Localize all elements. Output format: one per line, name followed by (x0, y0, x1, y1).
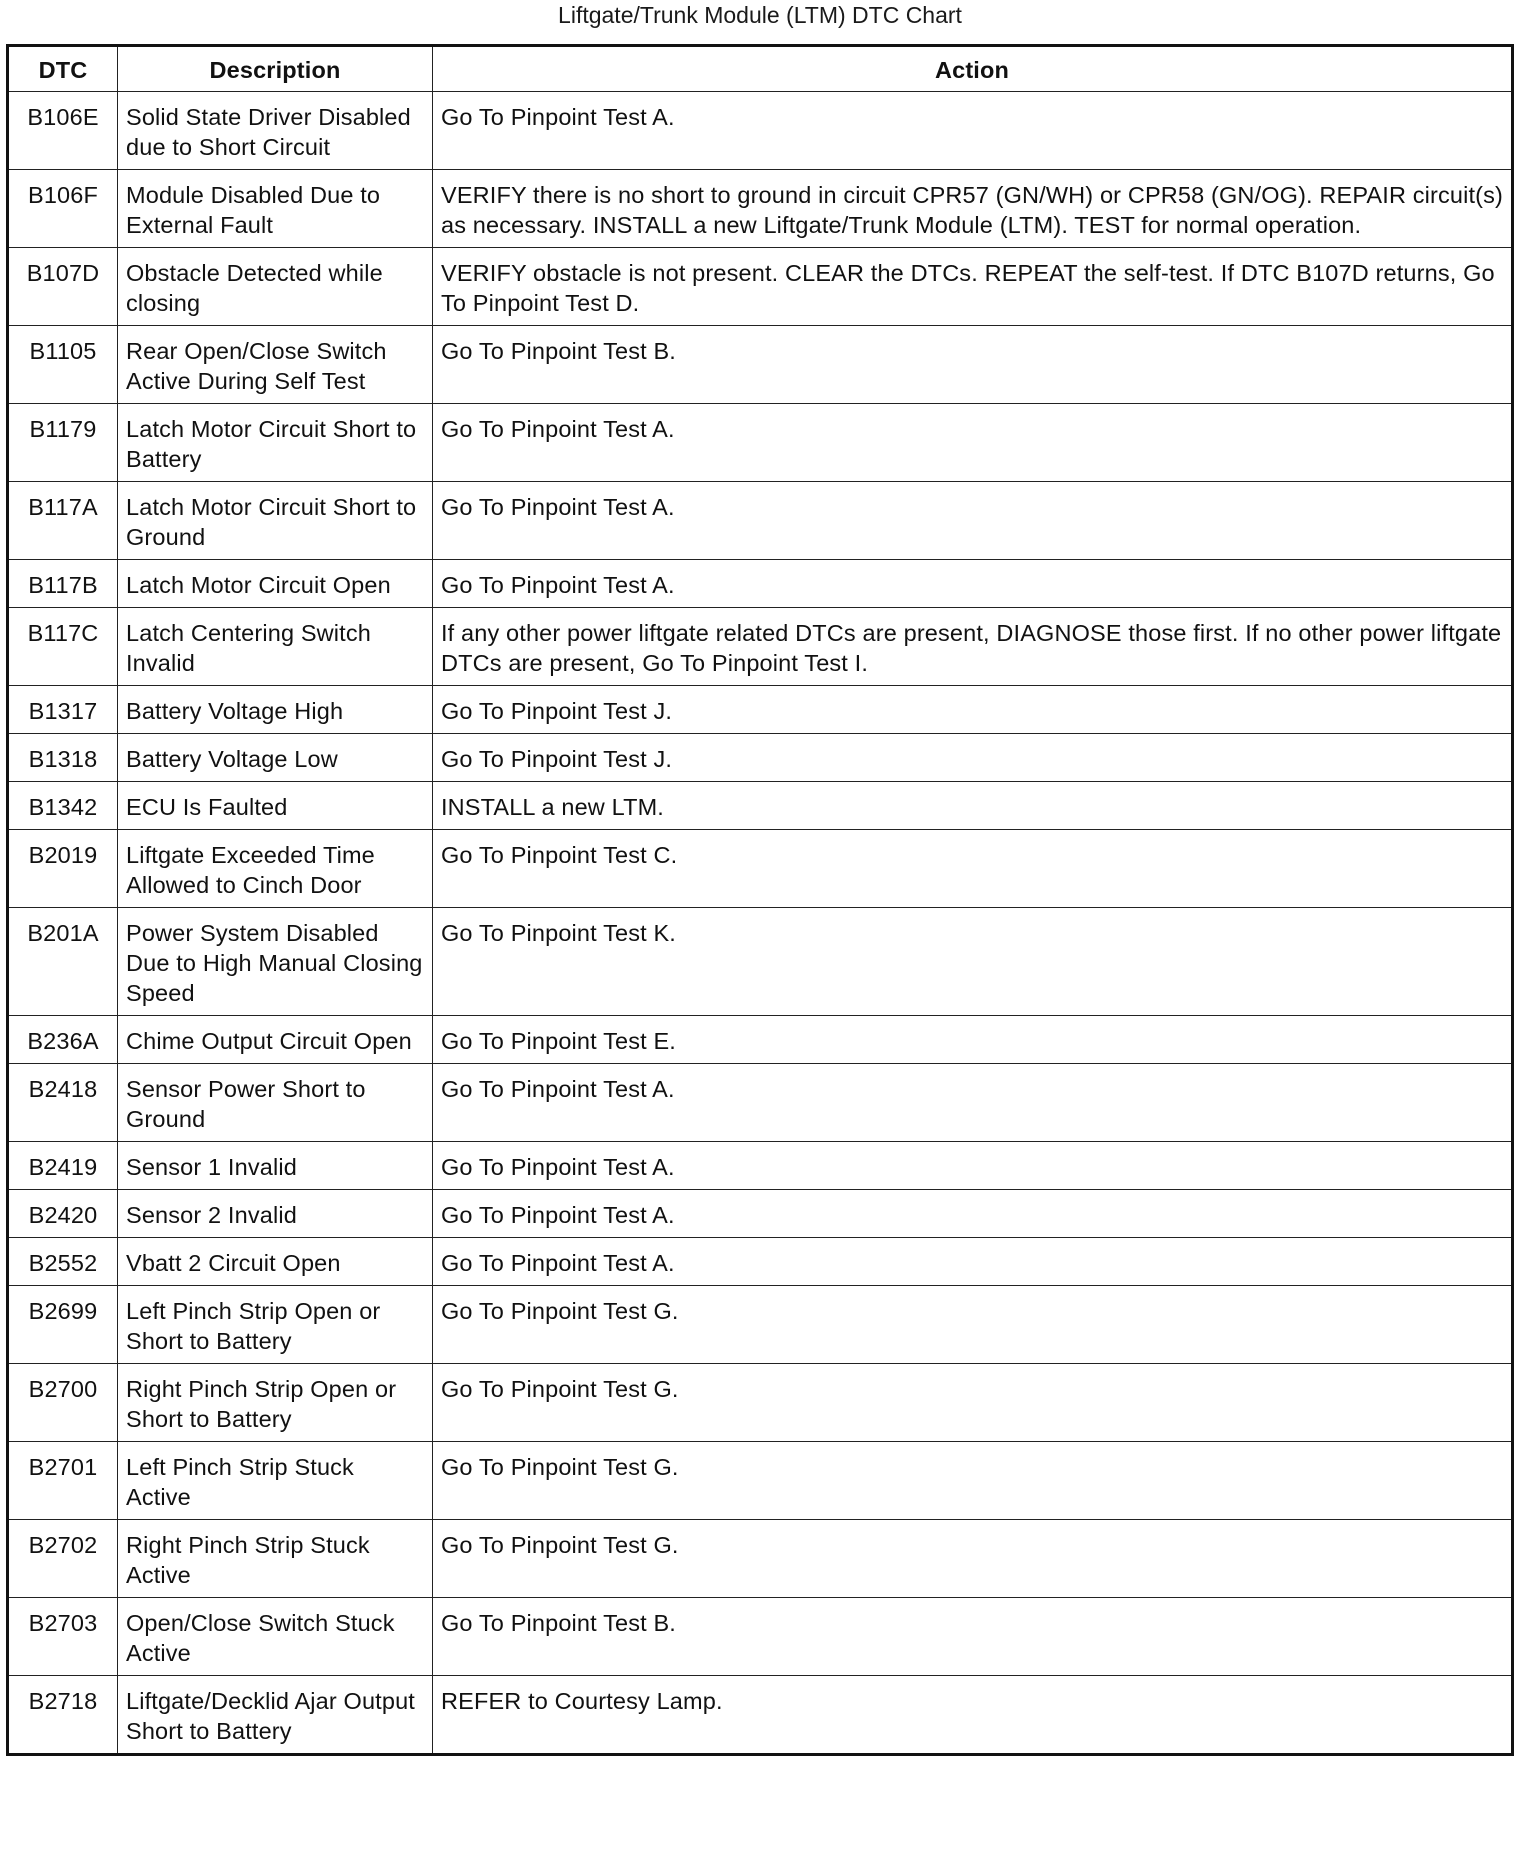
table-row (8, 1364, 1513, 1442)
table-row (8, 1016, 1513, 1064)
description-cell: Obstacle Detected while closing (118, 248, 433, 326)
description-cell: Latch Motor Circuit Short to Ground (118, 482, 433, 560)
page-title: Liftgate/Trunk Module (LTM) DTC Chart (558, 2, 962, 28)
dtc-code-cell: B2420 (8, 1190, 118, 1238)
action-cell: Go To Pinpoint Test A. (433, 1064, 1513, 1142)
table-row (8, 92, 1513, 170)
dtc-code-cell: B117B (8, 560, 118, 608)
description-cell: Vbatt 2 Circuit Open (118, 1238, 433, 1286)
action-cell: Go To Pinpoint Test E. (433, 1016, 1513, 1064)
description-cell: Open/Close Switch Stuck Active (118, 1598, 433, 1676)
table-row (8, 1142, 1513, 1190)
table-row (8, 560, 1513, 608)
description-cell: Solid State Driver Disabled due to Short Circuit (118, 92, 433, 170)
table-row (8, 608, 1513, 686)
action-cell: REFER to Courtesy Lamp. (433, 1676, 1513, 1755)
action-cell: Go To Pinpoint Test A. (433, 560, 1513, 608)
dtc-code-cell: B1318 (8, 734, 118, 782)
action-cell: Go To Pinpoint Test A. (433, 92, 1513, 170)
dtc-code-cell: B2702 (8, 1520, 118, 1598)
table-row (8, 404, 1513, 482)
description-cell: Power System Disabled Due to High Manual Closing Speed (118, 908, 433, 1016)
table-row (8, 248, 1513, 326)
action-cell: Go To Pinpoint Test A. (433, 1142, 1513, 1190)
action-cell: VERIFY there is no short to ground in circuit CPR57 (GN/WH) or CPR58 (GN/OG). REPAIR circuit(s) as necessary. INSTALL a new Liftgate/Trunk Module (LTM). TEST for normal operation. (433, 170, 1513, 248)
description-cell: Latch Centering Switch Invalid (118, 608, 433, 686)
dtc-code-cell: B107D (8, 248, 118, 326)
dtc-code-cell: B2700 (8, 1364, 118, 1442)
dtc-code-cell: B1179 (8, 404, 118, 482)
dtc-code-cell: B2552 (8, 1238, 118, 1286)
action-cell: Go To Pinpoint Test J. (433, 734, 1513, 782)
table-body (8, 92, 1513, 1755)
action-cell: Go To Pinpoint Test A. (433, 1238, 1513, 1286)
dtc-code-cell: B201A (8, 908, 118, 1016)
description-cell: Liftgate Exceeded Time Allowed to Cinch Door (118, 830, 433, 908)
table-row (8, 1064, 1513, 1142)
dtc-code-cell: B236A (8, 1016, 118, 1064)
action-cell: Go To Pinpoint Test B. (433, 1598, 1513, 1676)
description-cell: Right Pinch Strip Open or Short to Battery (118, 1364, 433, 1442)
dtc-code-cell: B1317 (8, 686, 118, 734)
description-cell: Sensor Power Short to Ground (118, 1064, 433, 1142)
dtc-code-cell: B2718 (8, 1676, 118, 1755)
description-cell: Module Disabled Due to External Fault (118, 170, 433, 248)
table-row (8, 326, 1513, 404)
table-row (8, 830, 1513, 908)
table-row (8, 1598, 1513, 1676)
action-cell: Go To Pinpoint Test B. (433, 326, 1513, 404)
table-row (8, 170, 1513, 248)
action-cell: Go To Pinpoint Test G. (433, 1520, 1513, 1598)
header-description: Description (118, 46, 433, 92)
action-cell: Go To Pinpoint Test C. (433, 830, 1513, 908)
table-row (8, 908, 1513, 1016)
dtc-table (6, 44, 1514, 1756)
dtc-code-cell: B106F (8, 170, 118, 248)
description-cell: ECU Is Faulted (118, 782, 433, 830)
description-cell: Left Pinch Strip Open or Short to Battery (118, 1286, 433, 1364)
table-row (8, 734, 1513, 782)
dtc-code-cell: B1105 (8, 326, 118, 404)
header-action: Action (433, 46, 1513, 92)
description-cell: Chime Output Circuit Open (118, 1016, 433, 1064)
table-row (8, 1190, 1513, 1238)
dtc-code-cell: B106E (8, 92, 118, 170)
table-row (8, 1238, 1513, 1286)
action-cell: Go To Pinpoint Test A. (433, 1190, 1513, 1238)
description-cell: Right Pinch Strip Stuck Active (118, 1520, 433, 1598)
action-cell: VERIFY obstacle is not present. CLEAR the DTCs. REPEAT the self-test. If DTC B107D returns, Go To Pinpoint Test D. (433, 248, 1513, 326)
table-row (8, 1442, 1513, 1520)
description-cell: Rear Open/Close Switch Active During Self Test (118, 326, 433, 404)
action-cell: Go To Pinpoint Test G. (433, 1442, 1513, 1520)
dtc-code-cell: B2701 (8, 1442, 118, 1520)
dtc-code-cell: B2419 (8, 1142, 118, 1190)
table-row (8, 1286, 1513, 1364)
description-cell: Latch Motor Circuit Short to Battery (118, 404, 433, 482)
dtc-code-cell: B2703 (8, 1598, 118, 1676)
dtc-code-cell: B2418 (8, 1064, 118, 1142)
table-header-row (8, 46, 1513, 92)
table-row (8, 1676, 1513, 1755)
action-cell: Go To Pinpoint Test G. (433, 1364, 1513, 1442)
header-dtc: DTC (8, 46, 118, 92)
description-cell: Liftgate/Decklid Ajar Output Short to Battery (118, 1676, 433, 1755)
description-cell: Sensor 2 Invalid (118, 1190, 433, 1238)
dtc-code-cell: B2019 (8, 830, 118, 908)
dtc-code-cell: B1342 (8, 782, 118, 830)
action-cell: Go To Pinpoint Test A. (433, 404, 1513, 482)
dtc-code-cell: B2699 (8, 1286, 118, 1364)
action-cell: INSTALL a new LTM. (433, 782, 1513, 830)
action-cell: Go To Pinpoint Test A. (433, 482, 1513, 560)
description-cell: Left Pinch Strip Stuck Active (118, 1442, 433, 1520)
table-row (8, 782, 1513, 830)
action-cell: Go To Pinpoint Test K. (433, 908, 1513, 1016)
dtc-code-cell: B117C (8, 608, 118, 686)
table-row (8, 1520, 1513, 1598)
dtc-code-cell: B117A (8, 482, 118, 560)
action-cell: Go To Pinpoint Test G. (433, 1286, 1513, 1364)
table-row (8, 482, 1513, 560)
description-cell: Battery Voltage Low (118, 734, 433, 782)
description-cell: Latch Motor Circuit Open (118, 560, 433, 608)
description-cell: Battery Voltage High (118, 686, 433, 734)
action-cell: Go To Pinpoint Test J. (433, 686, 1513, 734)
description-cell: Sensor 1 Invalid (118, 1142, 433, 1190)
action-cell: If any other power liftgate related DTCs are present, DIAGNOSE those first. If no other power liftgate DTCs are present, Go To Pinpoint Test I. (433, 608, 1513, 686)
table-row (8, 686, 1513, 734)
